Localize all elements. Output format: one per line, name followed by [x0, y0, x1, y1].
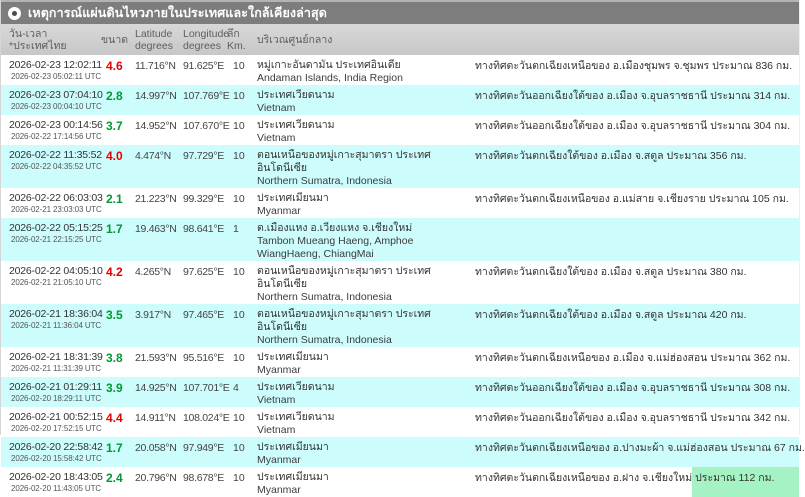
region-thai: ตอนเหนือของหมู่เกาะสุมาตรา ประเทศอินโดนีเซีย — [257, 265, 431, 290]
note-highlighted-text — [747, 145, 799, 188]
event-datetime — [1, 261, 101, 304]
region-english: Northern Sumatra, Indonesia — [257, 291, 392, 303]
region-english: Vietnam — [257, 102, 296, 114]
magnitude-value[interactable]: 4.4 — [106, 411, 123, 425]
magnitude-value[interactable]: 1.7 — [106, 222, 123, 236]
depth-value: 10 — [233, 412, 245, 424]
table-row — [1, 115, 799, 145]
latitude-value: 14.925°N — [135, 382, 177, 394]
event-datetime — [1, 188, 101, 218]
direction-distance-note — [475, 467, 799, 497]
event-time-local: 2026-02-21 18:36:04 — [9, 308, 103, 320]
epicenter-region — [257, 347, 475, 377]
column-header-depth: ลึก Km. — [227, 27, 246, 52]
note-text: ทางทิศตะวันตกเฉียงเหนือของ อ.แม่สาย จ.เชียงราย ประมาณ 105 กม. — [475, 193, 789, 205]
epicenter-region — [257, 55, 475, 85]
epicenter-region — [257, 188, 475, 218]
latitude-value: 4.474°N — [135, 150, 171, 162]
longitude-value: 98.641°E — [183, 223, 224, 235]
region-thai: หมู่เกาะอันดามัน ประเทศอินเดีย — [257, 59, 401, 71]
magnitude-value[interactable]: 2.1 — [106, 192, 123, 206]
event-datetime — [1, 377, 101, 407]
latitude-value: 4.265°N — [135, 266, 171, 278]
region-thai: ประเทศเวียดนาม — [257, 89, 335, 101]
magnitude-value[interactable]: 2.8 — [106, 89, 123, 103]
latitude-value: 20.058°N — [135, 442, 177, 454]
region-english: Andaman Islands, India Region — [257, 72, 403, 84]
region-english: Northern Sumatra, Indonesia — [257, 334, 392, 346]
direction-distance-note — [475, 55, 799, 85]
table-row — [1, 437, 805, 467]
event-datetime — [1, 347, 101, 377]
longitude-value: 97.465°E — [183, 309, 224, 321]
event-datetime — [1, 218, 101, 261]
note-text: ทางทิศตะวันตกเฉียงเหนือของ อ.เมืองชุมพร จ.ชุมพร ประมาณ 836 กม. — [475, 60, 793, 72]
magnitude-value[interactable]: 4.0 — [106, 149, 123, 163]
direction-distance-note — [475, 437, 805, 467]
event-time-utc: 2026-02-20 11:43:05 UTC — [11, 484, 102, 493]
note-highlighted-text — [790, 347, 799, 377]
event-time-utc: 2026-02-23 05:02:11 UTC — [11, 72, 102, 81]
depth-value: 1 — [233, 223, 239, 235]
note-text: ทางทิศตะวันออกเฉียงใต้ของ อ.เมือง จ.อุบลราชธานี ประมาณ 342 กม. — [475, 412, 791, 424]
event-time-utc: 2026-02-22 04:35:52 UTC — [11, 162, 102, 171]
event-time-utc: 2026-02-20 15:58:42 UTC — [11, 454, 102, 463]
event-datetime — [1, 304, 101, 347]
note-text: ทางทิศตะวันตกเฉียงเหนือของ อ.เมือง จ.แม่ฮ่องสอน ประมาณ 362 กม. — [475, 352, 791, 364]
event-time-local: 2026-02-20 22:58:42 — [9, 441, 103, 453]
longitude-value: 97.625°E — [183, 266, 224, 278]
event-time-local: 2026-02-22 04:05:10 — [9, 265, 103, 277]
depth-value: 10 — [233, 266, 245, 278]
direction-distance-note — [475, 261, 799, 304]
latitude-value: 11.716°N — [135, 60, 176, 72]
epicenter-region — [257, 115, 475, 145]
event-time-utc: 2026-02-21 21:05:10 UTC — [11, 278, 102, 287]
direction-distance-note — [475, 347, 799, 377]
note-text: ทางทิศตะวันตกเฉียงใต้ของ อ.เมือง จ.สตูล ประมาณ 380 กม. — [475, 266, 747, 278]
table-row — [1, 145, 799, 188]
event-time-utc: 2026-02-20 18:29:11 UTC — [11, 394, 102, 403]
note-highlighted-text: ประมาณ 112 กม. — [692, 467, 799, 497]
note-text: ทางทิศตะวันออกเฉียงใต้ของ อ.เมือง จ.อุบลราชธานี ประมาณ 304 กม. — [475, 120, 791, 132]
note-highlighted-text — [790, 377, 799, 407]
longitude-value: 108.024°E — [183, 412, 230, 424]
direction-distance-note — [475, 304, 799, 347]
longitude-value: 107.769°E — [183, 90, 230, 102]
latitude-value: 14.911°N — [135, 412, 176, 424]
direction-distance-note — [475, 407, 799, 437]
depth-value: 10 — [233, 352, 245, 364]
region-thai: ประเทศเวียดนาม — [257, 119, 335, 131]
depth-value: 10 — [233, 472, 245, 484]
region-thai: ตอนเหนือของหมู่เกาะสุมาตรา ประเทศอินโดนีเซีย — [257, 308, 431, 333]
longitude-value: 97.729°E — [183, 150, 224, 162]
region-thai: ประเทศเวียดนาม — [257, 411, 335, 423]
magnitude-value[interactable]: 1.7 — [106, 441, 123, 455]
event-datetime — [1, 407, 101, 437]
column-header-longitude: Longitude degrees — [183, 27, 230, 52]
table-row — [1, 377, 799, 407]
panel-title-bar — [1, 0, 799, 24]
region-thai: ต.เมืองแหง อ.เวียงแหง จ.เชียงใหม่ — [257, 222, 413, 234]
magnitude-value[interactable]: 3.7 — [106, 119, 123, 133]
region-english: Myanmar — [257, 484, 301, 496]
depth-value: 10 — [233, 150, 245, 162]
region-thai: ประเทศเวียดนาม — [257, 381, 335, 393]
latitude-value: 21.593°N — [135, 352, 177, 364]
epicenter-region — [257, 304, 475, 347]
table-header-row — [1, 24, 799, 55]
depth-value: 10 — [233, 120, 245, 132]
magnitude-value[interactable]: 3.5 — [106, 308, 123, 322]
epicenter-region — [257, 145, 475, 188]
epicenter-region — [257, 261, 475, 304]
event-time-utc: 2026-02-21 11:36:04 UTC — [11, 321, 102, 330]
region-english: Myanmar — [257, 454, 301, 466]
event-time-local: 2026-02-22 11:35:52 — [9, 149, 102, 161]
region-english: Vietnam — [257, 394, 296, 406]
direction-distance-note — [475, 218, 799, 261]
note-text: ทางทิศตะวันออกเฉียงใต้ของ อ.เมือง จ.อุบลราชธานี ประมาณ 308 กม. — [475, 382, 791, 394]
record-dot-icon — [8, 7, 21, 20]
latitude-value: 14.997°N — [135, 90, 177, 102]
table-row — [1, 304, 799, 347]
event-datetime — [1, 55, 101, 85]
latitude-value: 19.463°N — [135, 223, 177, 235]
magnitude-value[interactable]: 4.6 — [106, 59, 123, 73]
region-thai: ประเทศเมียนมา — [257, 192, 329, 204]
column-header-region: บริเวณศูนย์กลาง — [257, 33, 333, 46]
note-highlighted-text — [790, 407, 799, 437]
longitude-value: 95.516°E — [183, 352, 224, 364]
table-row — [1, 261, 799, 304]
region-english: Myanmar — [257, 205, 301, 217]
table-row — [1, 55, 799, 85]
magnitude-value[interactable]: 4.2 — [106, 265, 123, 279]
note-text: ทางทิศตะวันตกเฉียงเหนือของ อ.ปางมะผ้า จ.แม่ฮ่องสอน ประมาณ 67 กม. — [475, 442, 805, 454]
event-datetime — [1, 467, 101, 497]
event-datetime — [1, 145, 101, 188]
note-highlighted-text — [792, 55, 799, 85]
event-time-local: 2026-02-21 18:31:39 — [9, 351, 103, 363]
epicenter-region — [257, 407, 475, 437]
epicenter-region — [257, 377, 475, 407]
note-text: ทางทิศตะวันตกเฉียงใต้ของ อ.เมือง จ.สตูล ประมาณ 356 กม. — [475, 150, 747, 162]
event-datetime — [1, 115, 101, 145]
longitude-value: 107.670°E — [183, 120, 230, 132]
magnitude-value[interactable]: 3.8 — [106, 351, 123, 365]
note-highlighted-text — [747, 304, 799, 347]
panel-title: เหตุการณ์แผ่นดินไหวภายในประเทศและใกล้เคียงล่าสุด — [28, 6, 327, 20]
depth-value: 10 — [233, 60, 245, 72]
region-english: Northern Sumatra, Indonesia — [257, 175, 392, 187]
magnitude-value[interactable]: 3.9 — [106, 381, 123, 395]
latitude-value: 21.223°N — [135, 193, 177, 205]
latitude-value: 14.952°N — [135, 120, 177, 132]
event-time-local: 2026-02-22 05:15:25 — [9, 222, 103, 234]
epicenter-region — [257, 85, 475, 115]
longitude-value: 99.329°E — [183, 193, 224, 205]
region-thai: ประเทศเมียนมา — [257, 441, 329, 453]
direction-distance-note — [475, 188, 799, 218]
event-time-local: 2026-02-23 07:04:10 — [9, 89, 103, 101]
note-text: ทางทิศตะวันตกเฉียงใต้ของ อ.เมือง จ.สตูล ประมาณ 420 กม. — [475, 309, 747, 321]
event-time-utc: 2026-02-21 23:03:03 UTC — [11, 205, 102, 214]
region-thai: ตอนเหนือของหมู่เกาะสุมาตรา ประเทศอินโดนีเซีย — [257, 149, 431, 174]
event-time-local: 2026-02-23 00:14:56 — [9, 119, 103, 131]
event-time-local: 2026-02-21 01:29:11 — [9, 381, 102, 393]
column-header-magnitude: ขนาด — [101, 33, 129, 46]
table-row — [1, 347, 799, 377]
note-highlighted-text — [747, 261, 799, 304]
table-row — [1, 188, 799, 218]
depth-value: 10 — [233, 442, 245, 454]
direction-distance-note — [475, 377, 799, 407]
column-header-latitude: Latitude degrees — [135, 27, 173, 52]
depth-value: 4 — [233, 382, 239, 394]
direction-distance-note — [475, 115, 799, 145]
event-datetime — [1, 437, 101, 467]
magnitude-value[interactable]: 2.4 — [106, 471, 123, 485]
event-time-local: 2026-02-21 00:52:15 — [9, 411, 103, 423]
longitude-value: 107.701°E — [183, 382, 230, 394]
event-time-utc: 2026-02-20 17:52:15 UTC — [11, 424, 102, 433]
event-time-utc: 2026-02-21 11:31:39 UTC — [11, 364, 102, 373]
region-thai: ประเทศเมียนมา — [257, 471, 329, 483]
event-time-utc: 2026-02-23 00:04:10 UTC — [11, 102, 102, 111]
longitude-value: 97.949°E — [183, 442, 224, 454]
event-time-local: 2026-02-22 06:03:03 — [9, 192, 103, 204]
region-english: Vietnam — [257, 132, 296, 144]
note-highlighted-text — [790, 85, 799, 115]
epicenter-region — [257, 437, 475, 467]
region-english: Tambon Mueang Haeng, Amphoe WiangHaeng, ChiangMai — [257, 235, 414, 260]
table-row — [1, 407, 799, 437]
column-header-datetime: วัน-เวลา *ประเทศไทย — [9, 27, 67, 52]
note-highlighted-text — [790, 115, 799, 145]
longitude-value: 91.625°E — [183, 60, 224, 72]
longitude-value: 98.678°E — [183, 472, 224, 484]
note-highlighted-text — [475, 218, 799, 261]
latitude-value: 3.917°N — [135, 309, 171, 321]
epicenter-region — [257, 467, 475, 497]
depth-value: 10 — [233, 193, 245, 205]
region-english: Myanmar — [257, 364, 301, 376]
note-text: ทางทิศตะวันออกเฉียงใต้ของ อ.เมือง จ.อุบลราชธานี ประมาณ 314 กม. — [475, 90, 791, 102]
table-body — [1, 55, 805, 497]
region-english: Vietnam — [257, 424, 296, 436]
note-highlighted-text — [789, 188, 799, 218]
direction-distance-note — [475, 85, 799, 115]
region-thai: ประเทศเมียนมา — [257, 351, 329, 363]
depth-value: 10 — [233, 90, 245, 102]
table-row — [1, 218, 799, 261]
table-row — [1, 85, 799, 115]
epicenter-region — [257, 218, 475, 261]
event-time-local: 2026-02-20 18:43:05 — [9, 471, 103, 483]
latitude-value: 20.796°N — [135, 472, 177, 484]
event-time-local: 2026-02-23 12:02:11 — [9, 59, 102, 71]
table-row — [1, 467, 799, 497]
note-text: ทางทิศตะวันตกเฉียงเหนือของ อ.ฝาง จ.เชียงใหม่ — [475, 472, 693, 484]
event-datetime — [1, 85, 101, 115]
direction-distance-note — [475, 145, 799, 188]
depth-value: 10 — [233, 309, 245, 321]
event-time-utc: 2026-02-22 17:14:56 UTC — [11, 132, 102, 141]
event-time-utc: 2026-02-21 22:15:25 UTC — [11, 235, 102, 244]
